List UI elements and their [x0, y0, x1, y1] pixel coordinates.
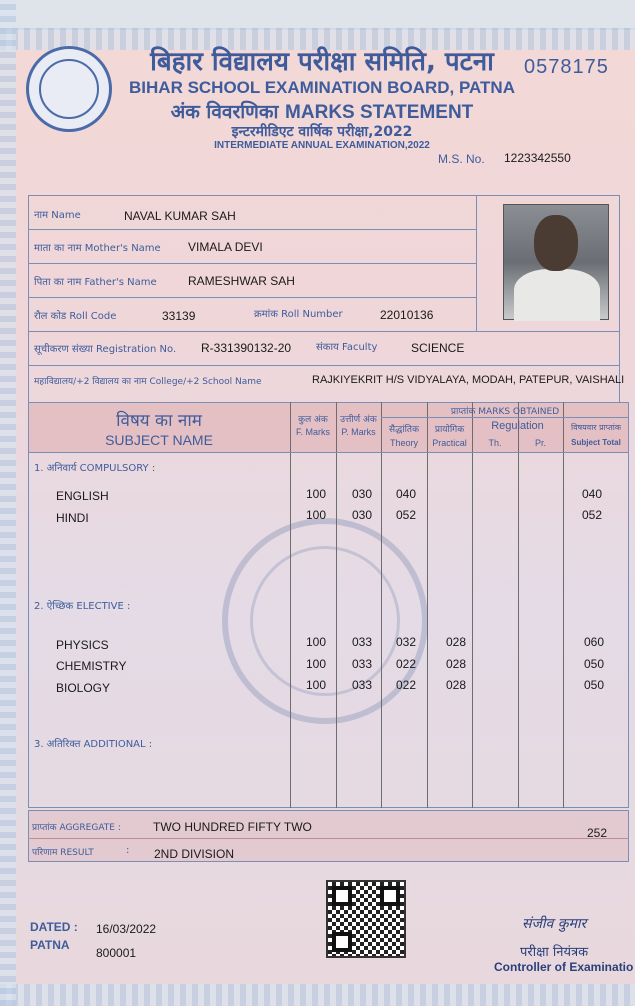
board-title-english: BIHAR SCHOOL EXAMINATION BOARD, PATNA: [129, 78, 515, 97]
full-marks: 100: [306, 678, 327, 692]
full-marks: 100: [306, 657, 327, 671]
pass-marks: 033: [352, 678, 373, 692]
theory-marks: 040: [396, 487, 417, 501]
theory-marks: 032: [396, 635, 417, 649]
result-value: 2ND DIVISION: [154, 847, 235, 861]
place-label: PATNA: [30, 938, 70, 952]
exam-title-hindi: इन्टरमीडिएट वार्षिक परीक्षा,2022: [231, 124, 413, 140]
theory-marks: 022: [396, 657, 417, 671]
subject-total: 052: [582, 508, 603, 522]
additional-section-label: 3. अतिरिक्त ADDITIONAL :: [34, 739, 153, 750]
aggregate-result-block: [28, 810, 629, 862]
aggregate-value: 252: [587, 826, 608, 840]
theory-header: Theory: [389, 438, 418, 448]
subject-total-header-hindi: विषयवार प्राप्तांक: [571, 423, 621, 432]
result-colon: :: [126, 845, 130, 856]
roll-number-label: क्रमांक Roll Number: [254, 309, 343, 320]
mother-name: VIMALA DEVI: [188, 240, 263, 254]
subject-name: HINDI: [56, 511, 89, 525]
seal-watermark-inner: [250, 546, 400, 696]
name-label: नाम Name: [34, 210, 81, 221]
practical-header: Practical: [432, 438, 467, 448]
college-name: RAJKIYEKRIT H/S VIDYALAYA, MODAH, PATEPUR, VAISHALI: [312, 374, 625, 386]
subject-header: SUBJECT NAME: [105, 432, 213, 448]
border-pattern-left: [0, 0, 16, 1006]
subject-name: ENGLISH: [56, 489, 109, 503]
theory-header-hindi: सैद्धांतिक: [389, 425, 419, 435]
controller-signature: संजीव कुमार: [522, 916, 587, 932]
roll-code: 33139: [162, 309, 196, 323]
college-label: महाविद्यालय/+2 विद्यालय का नाम College/+2 School Name: [34, 377, 262, 387]
theory-marks: 052: [396, 508, 417, 522]
subject-total: 060: [584, 635, 605, 649]
full-marks-header: F. Marks: [295, 427, 330, 437]
pass-marks: 033: [352, 657, 373, 671]
ms-no-label: M.S. No.: [438, 152, 485, 166]
regulation-th-header: Th.: [488, 438, 502, 448]
theory-marks: 022: [396, 678, 417, 692]
result-label: परिणाम RESULT: [32, 848, 94, 858]
subject-name: PHYSICS: [56, 638, 109, 652]
border-pattern-bottom: [0, 984, 635, 1006]
practical-marks: 028: [446, 678, 467, 692]
faculty: SCIENCE: [411, 341, 465, 355]
pass-marks: 030: [352, 508, 373, 522]
full-marks: 100: [306, 508, 327, 522]
pin-code: 800001: [96, 946, 137, 960]
compulsory-section-label: 1. अनिवार्य COMPULSORY :: [34, 463, 156, 474]
student-photo: [503, 204, 609, 320]
subject-total: 040: [582, 487, 603, 501]
faculty-label: संकाय Faculty: [316, 342, 378, 353]
pass-marks: 030: [352, 487, 373, 501]
board-seal-logo: [26, 46, 112, 132]
issue-date: 16/03/2022: [96, 922, 157, 936]
practical-marks: 028: [446, 657, 467, 671]
roll-number: 22010136: [380, 308, 434, 322]
registration-label: सूचीकरण संख्या Registration No.: [34, 344, 177, 355]
subject-header-hindi: विषय का नाम: [116, 411, 202, 431]
subject-total: 050: [584, 678, 605, 692]
ms-no-value: 1223342550: [504, 151, 571, 165]
subject-total: 050: [584, 657, 605, 671]
aggregate-words: TWO HUNDRED FIFTY TWO: [153, 820, 312, 834]
full-marks: 100: [306, 635, 327, 649]
qr-code: [326, 880, 406, 958]
controller-title: Controller of Examinatio: [494, 960, 634, 974]
elective-section-label: 2. ऐच्छिक ELECTIVE :: [34, 601, 131, 612]
board-title-hindi: बिहार विद्यालय परीक्षा समिति, पटना: [150, 47, 494, 77]
controller-title-hindi: परीक्षा नियंत्रक: [520, 945, 589, 960]
registration-number: R-331390132-20: [201, 341, 292, 355]
regulation-header: Regulation: [491, 420, 544, 432]
pass-marks-header: P. Marks: [341, 427, 376, 437]
serial-number: 0578175: [524, 56, 609, 78]
practical-header-hindi: प्रायोगिक: [434, 425, 465, 435]
aggregate-label: प्राप्तांक AGGREGATE :: [32, 823, 121, 833]
statement-title: अंक विवरणिका MARKS STATEMENT: [170, 101, 474, 123]
roll-code-label: रौल कोड Roll Code: [34, 311, 117, 322]
subject-total-header: Subject Total: [571, 438, 621, 447]
marks-obtained-header: प्राप्तांक MARKS OBTAINED: [450, 407, 560, 417]
subject-name: BIOLOGY: [56, 681, 111, 695]
father-name: RAMESHWAR SAH: [188, 274, 295, 288]
pass-marks: 033: [352, 635, 373, 649]
exam-title-english: INTERMEDIATE ANNUAL EXAMINATION,2022: [214, 140, 430, 151]
pass-marks-header-hindi: उत्तीर्ण अंक: [340, 415, 377, 425]
student-name: NAVAL KUMAR SAH: [124, 209, 236, 223]
mother-name-label: माता का नाम Mother's Name: [34, 243, 161, 254]
full-marks: 100: [306, 487, 327, 501]
dated-label: DATED :: [30, 920, 78, 934]
regulation-pr-header: Pr.: [534, 438, 546, 448]
father-name-label: पिता का नाम Father's Name: [34, 277, 157, 288]
full-marks-header-hindi: कुल अंक: [298, 415, 328, 425]
practical-marks: 028: [446, 635, 467, 649]
subject-name: CHEMISTRY: [56, 659, 127, 673]
